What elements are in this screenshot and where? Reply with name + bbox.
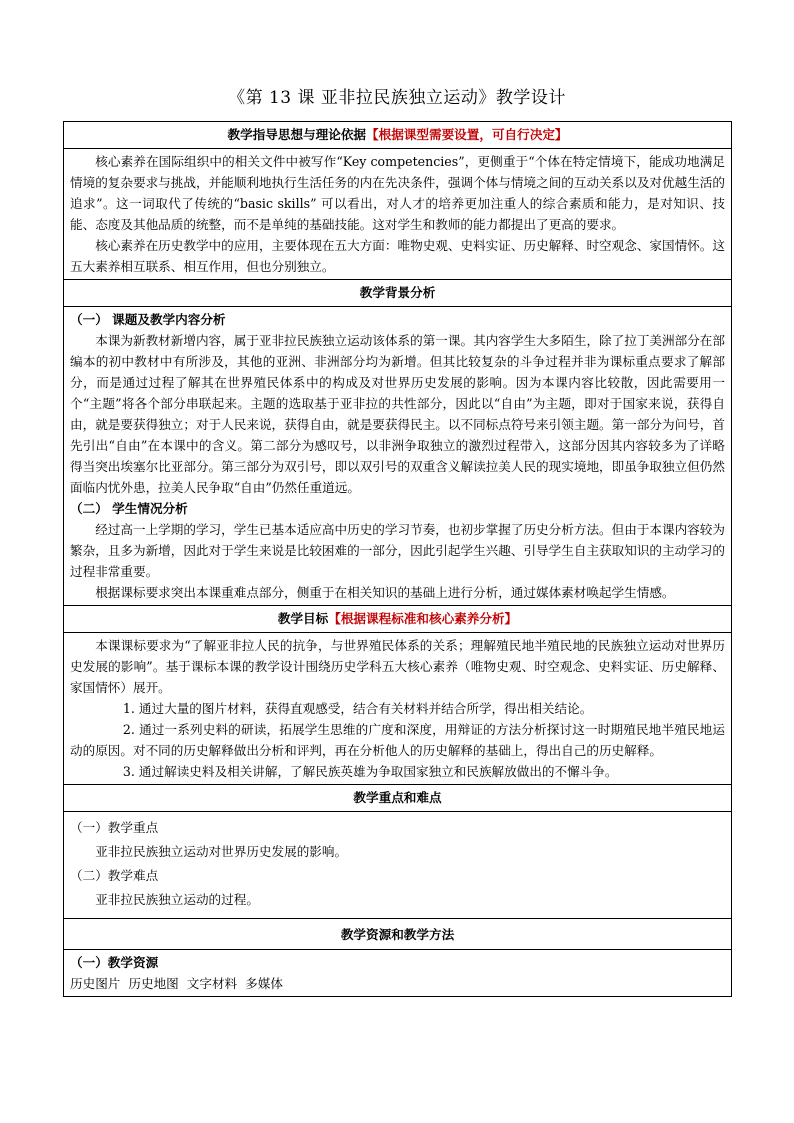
section-key-points-body-row (64, 812, 732, 919)
section-resources-body-row (64, 950, 732, 997)
section-guiding-thought-header-row (64, 122, 732, 149)
section-objectives-header-row (64, 606, 732, 633)
subsection-heading: （一）教学资源 (70, 955, 159, 970)
document-title: 《第 13 课 亚非拉民族独立运动》教学设计 (228, 88, 566, 108)
section-header (64, 919, 732, 950)
section-heading: 教学指导思想与理论依据 (227, 127, 367, 142)
section-objectives-body-row (64, 633, 732, 785)
paragraph: 核心素养在国际组织中的相关文件中被写作“Key competencies”，更侧重于“个体在特定情境下，能成功地满足情境的复杂要求与挑战，并能顺利地执行生活任务的内在先决条件，强调个体与情境之间的互动关系以及对优越生活的追求”。这一词取代了传统的“basic skills” 可以看出，对人才的培养更加注重人的综合素质和能力，是对知识、技能、态度及其他品质的统整，而不是单纯的基础技能。这对学生和教师的能力都提出了更高的要求。 (70, 154, 725, 232)
section-heading: 教学资源和教学方法 (340, 926, 455, 942)
subsection-heading: （一） 课题及教学内容分析 (70, 312, 226, 327)
section-body (64, 633, 732, 785)
paragraph: 本课课标要求为“了解亚非拉人民的抗争，与世界殖民体系的关系；理解殖民地半殖民地的民族独立运动对世界历史发展的影响”。基于课标本课的教学设计围绕历史学科五大核心素养（唯物史观、时空观念、史料实证、历史解释、家国情怀）展开。 (70, 638, 725, 695)
section-body (64, 307, 732, 606)
subsection-heading: （一）教学重点 (70, 820, 159, 835)
section-header (64, 280, 732, 307)
section-heading: 教学目标 (277, 611, 329, 626)
section-heading: 教学背景分析 (359, 285, 436, 300)
subsection-heading: （二） 学生情况分析 (70, 501, 188, 516)
paragraph: 根据课标要求突出本课重难点部分，侧重于在相关知识的基础上进行分析，通过媒体素材唤起学生情感。 (95, 585, 675, 600)
section-background-header-row (64, 280, 732, 307)
section-heading: 教学重点和难点 (353, 790, 442, 805)
section-body (64, 812, 732, 919)
list-item: 1. 通过大量的图片材料，获得直观感受，结合有关材料并结合所学，得出相关结论。 (122, 701, 593, 716)
section-body (64, 149, 732, 280)
subsection-heading: （二）教学难点 (70, 868, 159, 883)
paragraph: 本课为新教材新增内容，属于亚非拉民族独立运动该体系的第一课。其内容学生大多陌生，除了拉丁美洲部分在部编本的初中教材中有所涉及，其他的亚洲、非洲部分均为新增。但其比较复杂的斗争过程并非为课标重点要求了解部分，而是通过过程了解其在世界殖民体系中的构成及对世界历史发展的影响。因为本课内容比较散，因此需要用一个“主题”将各个部分串联起来。主题的选取基于亚非拉的共性部分，因此以“自由”为主题，即对于国家来说，获得自由，就是要获得独立；对于人民来说，获得自由，就是要获得民主。以不同标点符号来引领主题。第一部分为问号，首先引出“自由”在本课中的含义。第二部分为感叹号，以非洲争取独立的激烈过程带入，这部分因其内容较多为了详略得当突出埃塞尔比亚部分。第三部分为双引号，即以双引号的双重含义解读拉美人民的现实境地，即虽争取独立但仍然面临内忧外患，拉美人民争取“自由”仍然任重道远。 (70, 333, 725, 495)
paragraph: 经过高一上学期的学习，学生已基本适应高中历史的学习节奏，也初步掌握了历史分析方法。但由于本课内容较为繁杂，且多为新增，因此对于学生来说是比较困难的一部分，因此引起学生兴趣、引导学生自主获取知识的主动学习的过程非常重要。 (70, 522, 725, 579)
list-item: 3. 通过解读史料及相关讲解，了解民族英雄为争取国家独立和民族解放做出的不懈斗争。 (122, 764, 618, 779)
paragraph: 历史图片 历史地图 文字材料 多媒体 (70, 976, 283, 991)
section-header (64, 785, 732, 812)
section-key-points-header-row (64, 785, 732, 812)
section-header (64, 122, 732, 149)
paragraph: 亚非拉民族独立运动对世界历史发展的影响。 (95, 844, 348, 859)
section-note: 【根据课程标准和核心素养分析】 (328, 611, 518, 626)
paragraph: 亚非拉民族独立运动的过程。 (95, 892, 259, 907)
lesson-plan-table (63, 121, 732, 997)
section-body (64, 950, 732, 997)
paragraph: 核心素养在历史教学中的应用，主要体现在五大方面：唯物史观、史料实证、历史解释、时空观念、家国情怀。这五大素养相互联系、相互作用，但也分别独立。 (70, 238, 725, 274)
section-background-body-row (64, 307, 732, 606)
section-guiding-thought-body-row (64, 149, 732, 280)
list-item: 2. 通过一系列史料的研读，拓展学生思维的广度和深度，用辩证的方法分析探讨这一时期殖民地半殖民地运动的原因。对不同的历史解释做出分析和评判，再在分析他人的历史解释的基础上，得出自己的历史解释。 (70, 722, 725, 758)
section-header (64, 606, 732, 633)
section-resources-header-row (64, 919, 732, 950)
section-note: 【根据课型需要设置，可自行决定】 (366, 127, 568, 142)
